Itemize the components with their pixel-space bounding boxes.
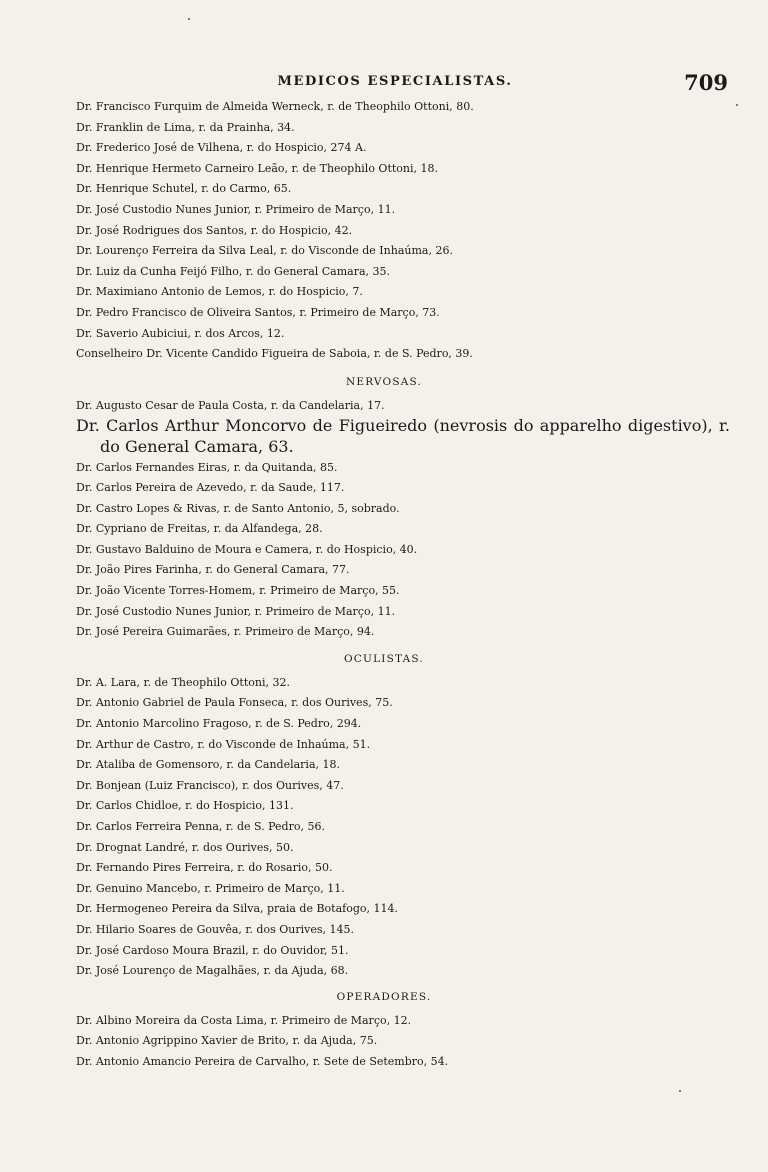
paper-speck (679, 1090, 681, 1092)
directory-entry: Dr. João Vicente Torres-Homem, r. Primeiro de Março, 55. (76, 584, 400, 598)
directory-entry: Dr. José Rodrigues dos Santos, r. do Hospicio, 42. (76, 223, 353, 237)
directory-entry: Dr. Albino Moreira da Costa Lima, r. Primeiro de Março, 12. (76, 1013, 412, 1027)
directory-entry: Dr. Hilario Soares de Gouvêa, r. dos Ourives, 145. (76, 922, 354, 936)
directory-entry: Dr. Francisco Furquim de Almeida Werneck, r. de Theophilo Ottoni, 80. (76, 100, 474, 113)
directory-entry: Dr. Lourenço Ferreira da Silva Leal, r. do Visconde de Inhaúma, 26. (76, 244, 453, 258)
directory-entry: Dr. Gustavo Balduino de Moura e Camera, r. do Hospicio, 40. (76, 542, 418, 556)
section-nervosas (0, 375, 768, 643)
directory-entry: Dr. Carlos Fernandes Eiras, r. da Quitanda, 85. (76, 460, 338, 474)
directory-entry: Dr. Bonjean (Luiz Francisco), r. dos Ourives, 47. (76, 778, 344, 792)
directory-entry: Dr. Carlos Ferreira Penna, r. de S. Pedro, 56. (76, 820, 325, 833)
directory-entry: Dr. José Lourenço de Magalhães, r. da Ajuda, 68. (76, 964, 349, 978)
directory-entry: Dr. Cypriano de Freitas, r. da Alfandega, 28. (76, 522, 323, 536)
paper-speck (188, 18, 190, 20)
section-heading: OCULISTAS. (344, 652, 424, 665)
directory-entry: Dr. José Cardoso Moura Brazil, r. do Ouvidor, 51. (76, 943, 349, 957)
directory-entry: Dr. Saverio Aubiciui, r. dos Arcos, 12. (76, 326, 285, 340)
directory-entry: Dr. Antonio Gabriel de Paula Fonseca, r. dos Ourives, 75. (76, 696, 393, 710)
directory-entry: Dr. A. Lara, r. de Theophilo Ottoni, 32. (76, 675, 290, 689)
directory-entry: Dr. Fernando Pires Ferreira, r. do Rosario, 50. (76, 861, 333, 875)
directory-entry: Dr. Henrique Hermeto Carneiro Leão, r. de Theophilo Ottoni, 18. (76, 161, 439, 175)
directory-body (0, 97, 768, 1073)
section-oculistas (0, 652, 768, 982)
directory-entry: Dr. Maximiano Antonio de Lemos, r. do Hospicio, 7. (76, 285, 363, 299)
directory-entry: Dr. José Custodio Nunes Junior, r. Primeiro de Março, 11. (76, 202, 396, 216)
directory-entry: Dr. Genuino Mancebo, r. Primeiro de Março, 11. (76, 881, 345, 895)
page-number: 709 (684, 70, 728, 95)
directory-entry: Dr. Hermogeneo Pereira da Silva, praia de Botafogo, 114. (76, 902, 398, 916)
running-head (60, 70, 730, 96)
directory-entry: Dr. Luiz da Cunha Feijó Filho, r. do General Camara, 35. (76, 264, 391, 278)
directory-entry: Dr. Antonio Amancio Pereira de Carvalho, r. Sete de Setembro, 54. (76, 1054, 449, 1068)
directory-entry: Dr. João Pires Farinha, r. do General Camara, 77. (76, 563, 350, 577)
directory-entry: Dr. Frederico José de Vilhena, r. do Hospicio, 274 A. (76, 141, 367, 155)
section-continued (0, 97, 768, 365)
directory-entry: Dr. Franklin de Lima, r. da Prainha, 34. (76, 120, 295, 134)
directory-entry: Dr. Ataliba de Gomensoro, r. da Candelaria, 18. (76, 758, 340, 772)
directory-entry: Dr. José Pereira Guimarães, r. Primeiro de Março, 94. (76, 625, 375, 639)
section-heading: NERVOSAS. (345, 375, 423, 388)
directory-entry: Dr. Arthur de Castro, r. do Visconde de Inhaúma, 51. (76, 737, 371, 751)
directory-entry: Dr. Pedro Francisco de Oliveira Santos, r. Primeiro de Março, 73. (76, 305, 440, 319)
directory-entry: Dr. Carlos Arthur Moncorvo de Figueiredo (nevrosis do apparelho digestivo), r. do General Camara, 63. (76, 416, 730, 456)
directory-entry: Dr. Castro Lopes & Rivas, r. de Santo Antonio, 5, sobrado. (76, 501, 400, 515)
section-heading: OPERADORES. (336, 990, 432, 1003)
directory-entry: Dr. Carlos Chidloe, r. do Hospicio, 131. (76, 799, 294, 813)
directory-entry: Dr. Carlos Pereira de Azevedo, r. da Saude, 117. (76, 481, 345, 495)
directory-entry: Dr. Antonio Agrippino Xavier de Brito, r. da Ajuda, 75. (76, 1034, 378, 1048)
directory-entry: Dr. José Custodio Nunes Junior, r. Primeiro de Março, 11. (76, 604, 396, 618)
section-operadores (0, 990, 768, 1073)
directory-entry: Dr. Drognat Landré, r. dos Ourives, 50. (76, 840, 294, 854)
directory-entry: Conselheiro Dr. Vicente Candido Figueira de Saboia, r. de S. Pedro, 39. (76, 347, 473, 361)
directory-entry: Dr. Augusto Cesar de Paula Costa, r. da Candelaria, 17. (76, 398, 385, 412)
running-head-title: MEDICOS ESPECIALISTAS. (277, 74, 513, 89)
paper-speck (736, 104, 738, 106)
directory-entry: Dr. Henrique Schutel, r. do Carmo, 65. (76, 182, 292, 196)
directory-entry: Dr. Antonio Marcolino Fragoso, r. de S. Pedro, 294. (76, 717, 362, 731)
